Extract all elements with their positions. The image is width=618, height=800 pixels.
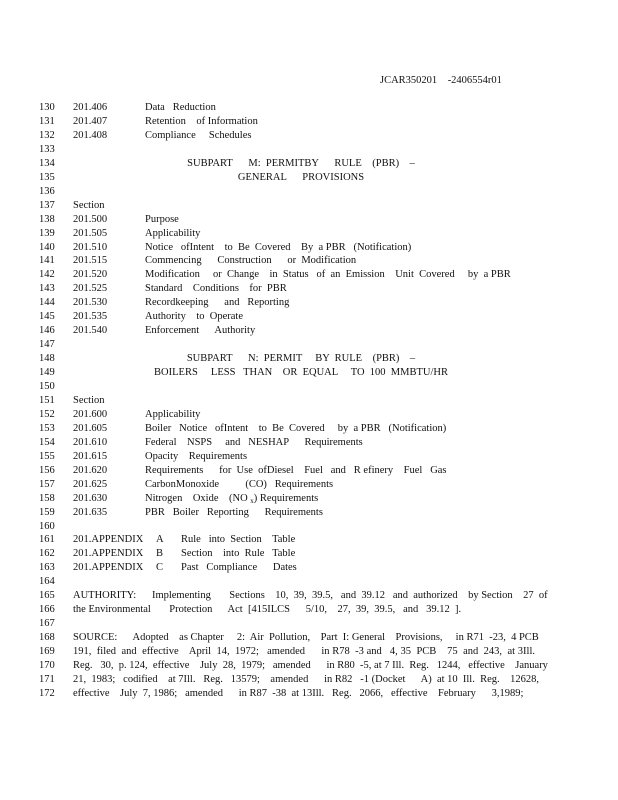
section-number: 201.515	[73, 255, 108, 267]
line-number: 159	[39, 506, 55, 518]
section-title	[145, 213, 179, 227]
section-title	[145, 310, 243, 324]
section-title-text: Modification or Change in Status of an Emission Unit Covered by a PBR	[145, 269, 511, 281]
section-title-text: Standard Conditions for PBR	[145, 283, 287, 295]
line-number: 148	[39, 353, 55, 365]
line-number: 163	[39, 562, 55, 574]
section-number: 201.615	[73, 450, 108, 462]
paragraph-line: AUTHORITY: Implementing Sections 10, 39, 39.5, and 39.12 and authorized by Section 27 of	[73, 590, 548, 602]
section-number: 201.510	[73, 241, 108, 253]
section-title	[145, 464, 447, 478]
line-number: 150	[39, 381, 55, 392]
line-number: 166	[39, 604, 55, 616]
header-doc-id: JCAR350201	[380, 75, 438, 86]
section-title-text: Data Reduction	[145, 102, 216, 113]
section-number: 201.APPENDIX	[73, 548, 144, 560]
line-number: 146	[39, 325, 55, 337]
line-number: 134	[39, 157, 55, 169]
line-number: 132	[39, 129, 55, 141]
section-title-text: PBR Boiler Reporting Requirements	[145, 506, 323, 518]
section-title-text: Opacity Requirements	[145, 450, 248, 462]
section-number: Section	[73, 199, 105, 211]
section-number: 201.540	[73, 325, 108, 337]
section-title-text: Applicability	[145, 227, 201, 239]
appendix-letter: C	[156, 562, 164, 574]
line-number: 155	[39, 450, 55, 462]
section-title-text: Applicability	[145, 408, 201, 420]
paragraph-line: 21, 1983; codified at 7Ill. Reg. 13579; amended in R82 -1 (Docket A) at 10 Ill. Reg. 12628,	[73, 673, 540, 685]
section-title	[145, 241, 411, 255]
line-number: 138	[39, 213, 55, 225]
section-title	[145, 422, 446, 436]
line-number: 139	[39, 227, 55, 239]
line-number: 170	[39, 660, 55, 671]
line-number: 160	[39, 520, 55, 532]
line-number: 154	[39, 436, 55, 448]
page-header	[380, 75, 502, 86]
line-number: 143	[39, 283, 55, 295]
section-number: 201.630	[73, 492, 108, 504]
line-number: 135	[39, 171, 55, 183]
line-number: 147	[39, 339, 55, 351]
section-title-text: Retention of Information	[145, 115, 258, 127]
section-title-text: Notice ofIntent to Be Covered By a PBR (Notification)	[145, 241, 412, 253]
subpart-heading: SUBPART N: PERMIT BY RULE (PBR) –	[186, 353, 416, 365]
section-title	[145, 478, 333, 492]
appendix-letter: A	[156, 534, 164, 546]
line-number: 137	[39, 199, 55, 211]
section-number: 201.505	[73, 227, 108, 239]
section-number: 201.610	[73, 436, 108, 448]
section-title-text: Boiler Notice ofIntent to Be Covered by a PBR (Notification)	[145, 422, 447, 434]
section-number: 201.605	[73, 422, 108, 434]
line-number: 140	[39, 241, 55, 253]
line-number: 164	[39, 576, 55, 588]
subscript: x	[250, 496, 254, 505]
section-number: 201.600	[73, 408, 108, 420]
section-title-text: Compliance Schedules	[145, 129, 252, 141]
subpart-heading: BOILERS LESS THAN OR EQUAL TO 100 MMBTU/HR	[154, 367, 448, 379]
paragraph-line: the Environmental Protection Act [415ILCS 5/10, 27, 39, 39.5, and 39.12 ].	[73, 604, 462, 616]
section-title	[145, 101, 216, 115]
line-number: 149	[39, 367, 55, 379]
section-title	[145, 506, 323, 520]
section-title	[145, 268, 511, 282]
line-number: 162	[39, 548, 55, 560]
appendix-title: Section into Rule Table	[181, 548, 296, 560]
section-number: 201.500	[73, 213, 108, 225]
line-number: 144	[39, 297, 55, 309]
paragraph-line: SOURCE: Adopted as Chapter 2: Air Pollution, Part I: General Provisions, in R71 -23, 4 PCB	[73, 632, 539, 644]
section-title	[145, 282, 287, 296]
section-number: 201.535	[73, 311, 108, 323]
section-title	[145, 436, 363, 450]
section-title-text: Authority to Operate	[145, 311, 243, 323]
line-number: 171	[39, 673, 55, 685]
appendix-title: Past Compliance Dates	[181, 562, 297, 574]
line-number: 131	[39, 115, 55, 127]
section-title-text: CarbonMonoxide (CO) Requirements	[145, 478, 334, 490]
section-number: 201.APPENDIX	[73, 562, 144, 574]
header-page-code: -2406554r01	[447, 75, 502, 86]
line-number: 165	[39, 590, 55, 602]
line-number: 169	[39, 646, 55, 658]
subpart-heading: SUBPART M: PERMITBY RULE (PBR) –	[187, 157, 415, 169]
section-number: 201.635	[73, 506, 108, 518]
section-title	[145, 254, 356, 268]
section-title-text: Recordkeeping and Reporting	[145, 297, 290, 309]
section-title-text: Enforcement Authority	[145, 325, 256, 337]
paragraph-line: 191, filed and effective April 14, 1972; amended in R78 -3 and 4, 35 PCB 75 and 243, at 3Ill.	[73, 646, 535, 658]
section-title	[145, 115, 258, 129]
line-number: 161	[39, 534, 55, 546]
line-number: 153	[39, 422, 55, 434]
section-title	[145, 324, 255, 338]
section-title-suffix: ) Requirements	[253, 492, 319, 504]
line-number: 130	[39, 102, 55, 113]
line-number: 133	[39, 143, 55, 155]
paragraph-line: Reg. 30, p. 124, effective July 28, 1979; amended in R80 -5, at 7 Ill. Reg. 1244, effective January	[73, 660, 548, 671]
line-number: 145	[39, 311, 55, 323]
section-title	[145, 408, 200, 422]
section-number: 201.APPENDIX	[73, 534, 144, 546]
section-number: Section	[73, 394, 105, 406]
section-title	[145, 450, 247, 464]
section-title	[145, 296, 289, 310]
section-title-text: Federal NSPS and NESHAP Requirements	[145, 436, 363, 448]
line-number: 152	[39, 408, 55, 420]
section-title	[145, 227, 200, 241]
section-title-text: Commencing Construction or Modification	[145, 255, 357, 267]
section-number: 201.625	[73, 478, 108, 490]
line-number: 136	[39, 185, 55, 197]
line-number: 168	[39, 632, 55, 644]
section-title-text: Requirements for Use ofDiesel Fuel and R efinery Fuel Gas	[145, 464, 447, 476]
paragraph-line: effective July 7, 1986; amended in R87 -38 at 13Ill. Reg. 2066, effective February 3,1989;	[73, 687, 524, 699]
line-number: 141	[39, 255, 55, 267]
section-title-text: Purpose	[145, 213, 179, 225]
line-number: 167	[39, 618, 55, 630]
line-number: 156	[39, 464, 55, 476]
line-number: 151	[39, 394, 55, 406]
section-number: 201.407	[73, 115, 108, 127]
section-title-text: Nitrogen Oxide (NO	[145, 492, 248, 504]
line-number: 142	[39, 269, 55, 281]
section-number: 201.525	[73, 283, 108, 295]
line-number: 158	[39, 492, 55, 504]
line-number: 157	[39, 478, 55, 490]
appendix-letter: B	[156, 548, 164, 560]
section-title	[145, 129, 251, 143]
section-number: 201.406	[73, 102, 108, 113]
section-number: 201.520	[73, 269, 108, 281]
section-number: 201.620	[73, 464, 108, 476]
section-number: 201.530	[73, 297, 108, 309]
subpart-heading: GENERAL PROVISIONS	[237, 171, 365, 183]
line-number: 172	[39, 687, 55, 699]
appendix-title: Rule into Section Table	[181, 534, 296, 546]
section-number: 201.408	[73, 129, 108, 141]
